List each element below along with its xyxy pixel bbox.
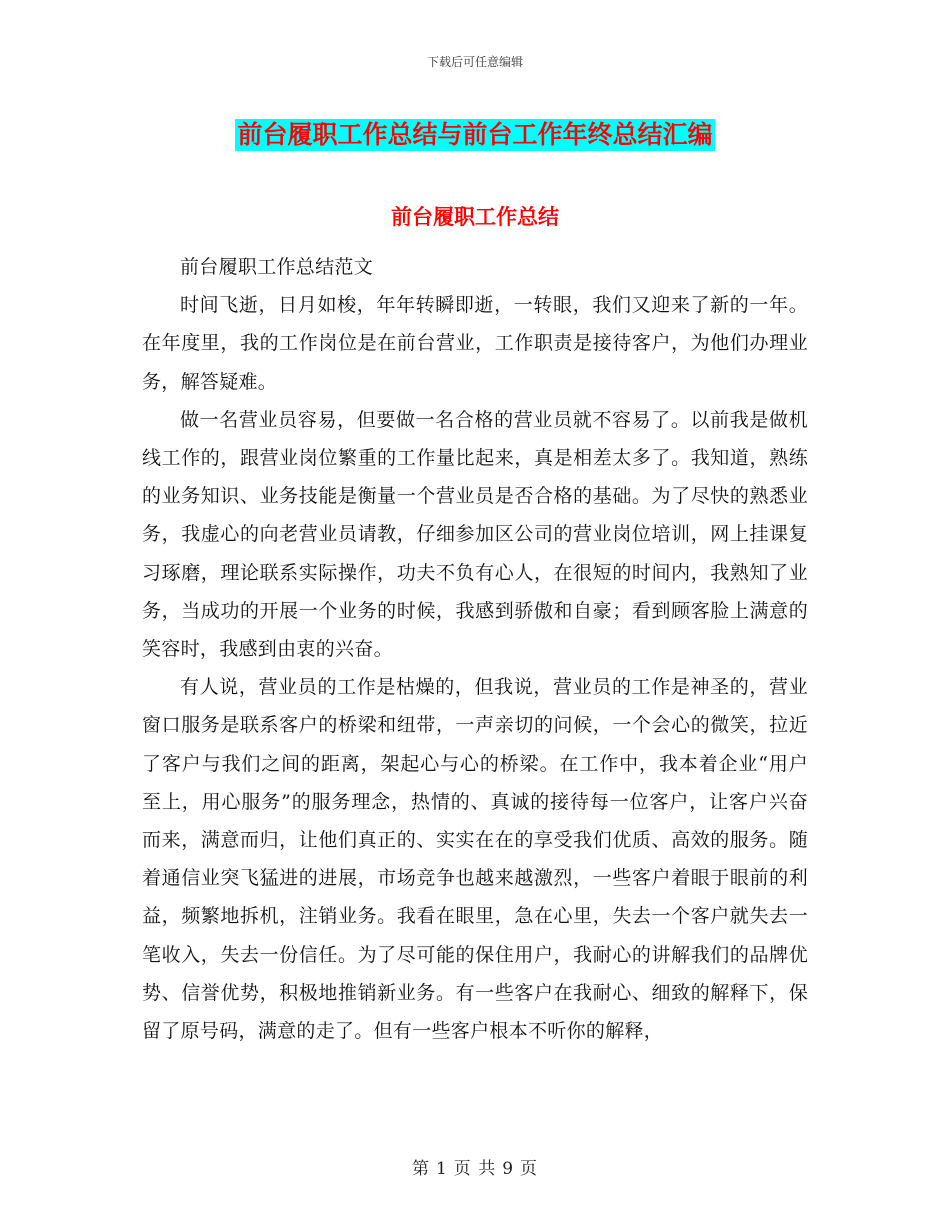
footer-page-number: 1 bbox=[435, 1159, 448, 1179]
paragraph: 有人说，营业员的工作是枯燥的，但我说，营业员的工作是神圣的，营业窗口服务是联系客户的桥梁和纽带，一声亲切的问候，一个会心的微笑，拉近了客户与我们之间的距离，架起心与心的桥梁。在工作中，我本着企业“用户至上，用心服务”的服务理念，热情的、真诚的接待每一位客户，让客户兴奋而来，满意而归，让他们真正的、实实在在的享受我们优质、高效的服务。随着通信业突飞猛进的进展，市场竞争也越来越激烈，一些客户着眼于眼前的利益，频繁地拆机，注销业务。我看在眼里，急在心里，失去一个客户就失去一笔收入，失去一份信任。为了尽可能的保住用户，我耐心的讲解我们的品牌优势、信誉优势，积极地推销新业务。有一些客户在我耐心、细致的解释下，保留了原号码，满意的走了。但有一些客户根本不听你的解释， bbox=[142, 676, 808, 1043]
footer-prefix: 第 bbox=[411, 1159, 430, 1179]
document-title-text: 前台履职工作总结与前台工作年终总结汇编 bbox=[237, 120, 713, 149]
page-footer bbox=[0, 1154, 950, 1179]
paragraph-subtitle: 前台履职工作总结范文 bbox=[180, 256, 374, 278]
section-title: 前台履职工作总结 bbox=[391, 205, 559, 229]
footer-middle: 页 共 bbox=[453, 1159, 497, 1179]
page-header-note: 下载后可任意编辑 bbox=[426, 55, 523, 69]
paragraph: 时间飞逝，日月如梭，年年转瞬即逝，一转眼，我们又迎来了新的一年。在年度里，我的工作岗位是在前台营业，工作职责是接待客户，为他们办理业务，解答疑难。 bbox=[142, 294, 808, 393]
paragraph: 做一名营业员容易，但要做一名合格的营业员就不容易了。以前我是做机线工作的，跟营业岗位繁重的工作量比起来，真是相差太多了。我知道，熟练的业务知识、业务技能是衡量一个营业员是否合格的基础。为了尽快的熟悉业务，我虚心的向老营业员请教，仔细参加区公司的营业岗位培训，网上挂课复习琢磨，理论联系实际操作，功夫不负有心人，在很短的时间内，我熟知了业务，当成功的开展一个业务的时候，我感到骄傲和自豪；看到顾客脸上满意的笑容时，我感到由衷的兴奋。 bbox=[142, 408, 808, 661]
document-body bbox=[142, 248, 808, 1050]
footer-suffix: 页 bbox=[520, 1159, 539, 1179]
document-title bbox=[0, 113, 950, 151]
footer-total-pages: 9 bbox=[502, 1159, 515, 1179]
